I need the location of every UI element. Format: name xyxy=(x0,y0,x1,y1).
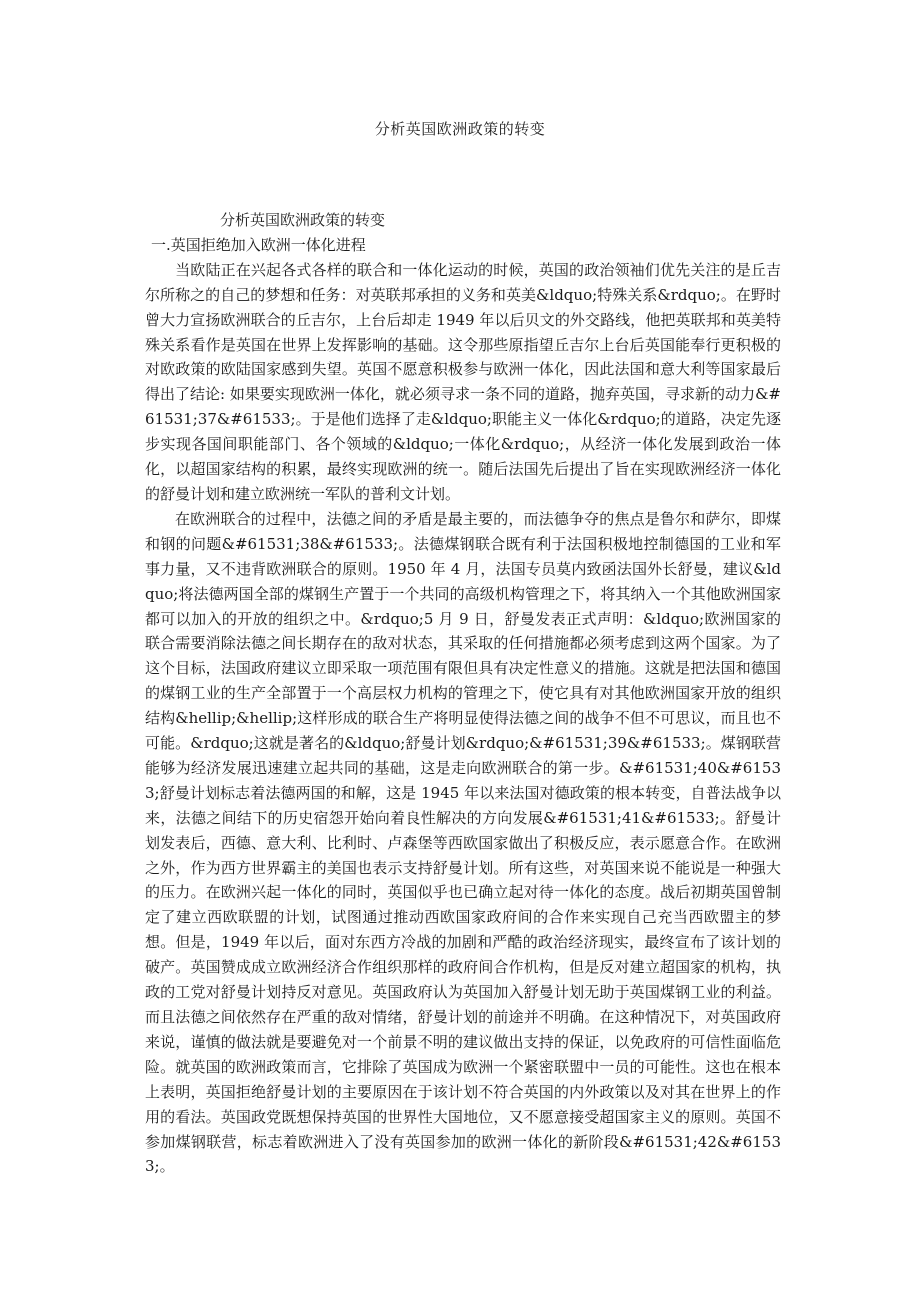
document-body xyxy=(145,208,781,1179)
paragraph-2 xyxy=(145,507,781,1179)
paragraph-1-text: 当欧陆正在兴起各式各样的联合和一体化运动的时候，英国的政治领袖们优先关注的是丘吉尔所称之的自己的梦想和任务：对英联邦承担的义务和英美&ldquo;特殊关系&rdquo;。在野时曾大力宣扬欧洲联合的丘吉尔，上台后却走 1949 年以后贝文的外交路线，他把英联邦和英美特殊关系看作是英国在世界上发挥影响的基础。这令那些原指望丘吉尔上台后英国能奉行更积极的对欧政策的欧陆国家感到失望。英国不愿意积极参与欧洲一体化，因此法国和意大利等国家最后得出了结论: 如果要实现欧洲一体化，就必须寻求一条不同的道路，抛弃英国，寻求新的动力&#61531;37&#61533;。于是他们选择了走&ldquo;职能主义一体化&rdquo;的道路，决定先逐步实现各国间职能部门、各个领域的&ldquo;一体化&rdquo;，从经济一体化发展到政治一体化，以超国家结构的积累，最终实现欧洲的统一。随后法国先后提出了旨在实现欧洲经济一体化的舒曼计划和建立欧洲统一军队的普利文计划。 xyxy=(145,260,781,503)
article-subtitle: 分析英国欧洲政策的转变 xyxy=(220,211,386,229)
paragraph-1 xyxy=(145,258,781,507)
section-heading: 一.英国拒绝加入欧洲一体化进程 xyxy=(151,235,366,254)
page-title: 分析英国欧洲政策的转变 xyxy=(374,120,546,138)
paragraph-2-text: 在欧洲联合的过程中，法德之间的矛盾是最主要的，而法德争夺的焦点是鲁尔和萨尔，即煤和钢的问题&#61531;38&#61533;。法德煤钢联合既有利于法国积极地控制德国的工业和军事力量，又不违背欧洲联合的原则。1950 年 4 月，法国专员莫内致函法国外长舒曼，建议&ldquo;将法德两国全部的煤钢生产置于一个共同的高级机构管理之下，将其纳入一个其他欧洲国家都可以加入的开放的组织之中。&rdquo;5 月 9 日，舒曼发表正式声明：&ldquo;欧洲国家的联合需要消除法德之间长期存在的敌对状态，其采取的任何措施都必须考虑到这两个国家。为了这个目标，法国政府建议立即采取一项范围有限但具有决定性意义的措施。这就是把法国和德国的煤钢工业的生产全部置于一个高层权力机构的管理之下，使它具有对其他欧洲国家开放的组织结构&hellip;&hellip;这样形成的联合生产将明显使得法德之间的战争不但不可思议，而且也不可能。&rdquo;这就是著名的&ldquo;舒曼计划&rdquo;&#61531;39&#61533;。煤钢联营能够为经济发展迅速建立起共同的基础，这是走向欧洲联合的第一步。&#61531;40&#61533;舒曼计划标志着法德两国的和解，这是 1945 年以来法国对德政策的根本转变，自普法战争以来，法德之间结下的历史宿怨开始向着良性解决的方向发展&#61531;41&#61533;。舒曼计划发表后，西德、意大利、比利时、卢森堡等西欧国家做出了积极反应，表示愿意合作。在欧洲之外，作为西方世界霸主的美国也表示支持舒曼计划。所有这些，对英国来说不能说是一种强大的压力。在欧洲兴起一体化的同时，英国似乎也已确立起对待一体化的态度。战后初期英国曾制定了建立西欧联盟的计划，试图通过推动西欧国家政府间的合作来实现自己充当西欧盟主的梦想。但是，1949 年以后，面对东西方冷战的加剧和严酷的政治经济现实，最终宣布了该计划的破产。英国赞成成立欧洲经济合作组织那样的政府间合作机构，但是反对建立超国家的机构，执政的工党对舒曼计划持反对意见。英国政府认为英国加入舒曼计划无助于英国煤钢工业的利益。而且法德之间依然存在严重的敌对情绪，舒曼计划的前途并不明确。在这种情况下，对英国政府来说，谨慎的做法就是要避免对一个前景不明的建议做出支持的保证，以免政府的可信性面临危险。就英国的欧洲政策而言，它排除了英国成为欧洲一个紧密联盟中一员的可能性。这也在根本上表明，英国拒绝舒曼计划的主要原因在于该计划不符合英国的内外政策以及对其在世界上的作用的看法。英国政党既想保持英国的世界性大国地位，又不愿意接受超国家主义的原则。英国不参加煤钢联营，标志着欧洲进入了没有英国参加的欧洲一体化的新阶段&#61531;42&#61533;。 xyxy=(145,509,781,1176)
